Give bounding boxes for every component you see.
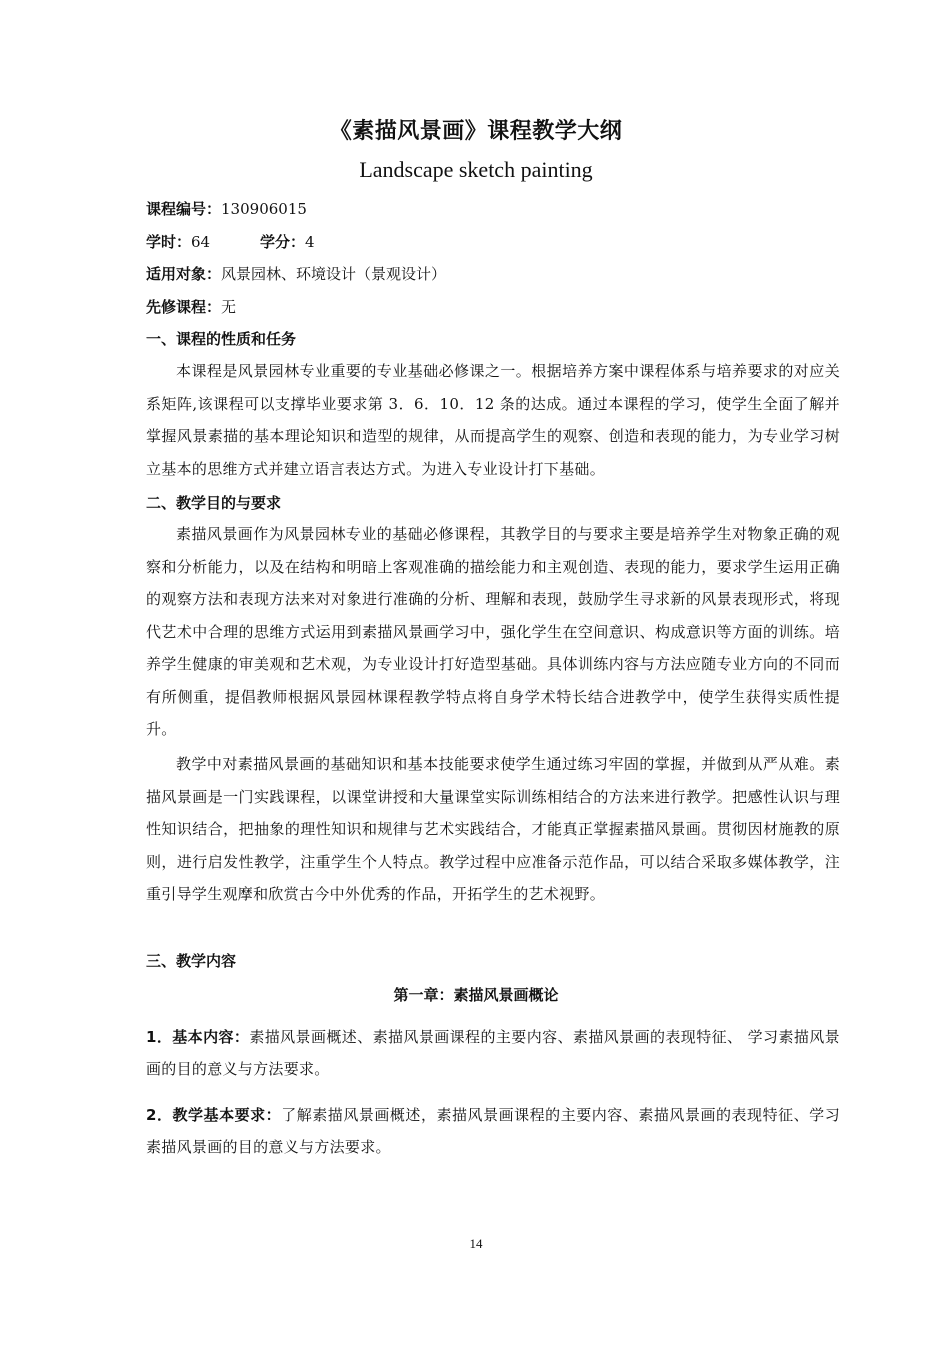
paragraph-objectives-2: 教学中对素描风景画的基础知识和基本技能要求使学生通过练习牢固的掌握，并做到从严从难。素描风景画是一门实践课程，以课堂讲授和大量课堂实际训练相结合的方法来进行教学。把感性认识与理性知识结合，把抽象的理性知识和规律与艺术实践结合，才能真正掌握素描风景画。贯彻因材施教的原则，进行启发性教学，注重学生个人特点。教学过程中应准备示范作品，可以结合采取多媒体教学，注重引导学生观摩和欣赏古今中外优秀的作品，开拓学生的艺术视野。 <box>146 755 840 903</box>
credits-label: 学分： <box>260 233 306 251</box>
page-title: 《素描风景画》课程教学大纲 <box>329 119 623 144</box>
hours-label: 学时： <box>146 233 192 251</box>
credits-value: 4 <box>305 233 315 251</box>
credits <box>260 232 315 252</box>
basic-content-text: 素描风景画概述、素描风景画课程的主要内容、素描风景画的表现特征、 学习素描风景画的目的意义与方法要求。 <box>146 1028 840 1078</box>
hours-value: 64 <box>191 233 211 251</box>
teaching-requirement-label: 2．教学基本要求： <box>146 1106 282 1124</box>
paragraph-objectives-1: 素描风景画作为风景园林专业的基础必修课程，其教学目的与要求主要是培养学生对物象正确的观察和分析能力，以及在结构和明暗上客观准确的描绘能力和主观创造、表现的能力，要求学生运用正确的观察方法和表现方法来对对象进行准确的分析、理解和表现，鼓励学生寻求新的风景表现形式，将现代艺术中合理的思维方式运用到素描风景画学习中，强化学生在空间意识、构成意识等方面的训练。培养学生健康的审美观和艺术观，为专业设计打好造型基础。具体训练内容与方法应随专业方向的不同而有所侧重，提倡教师根据风景园林课程教学特点将自身学术特长结合进教学中，使学生获得实质性提升。 <box>146 525 840 738</box>
basic-content-label: 1．基本内容： <box>146 1028 250 1046</box>
prerequisite-value: 无 <box>221 298 237 316</box>
section-heading-nature: 一、课程的性质和任务 <box>146 330 297 348</box>
section-heading-content: 三、教学内容 <box>146 952 237 970</box>
basic-content-item <box>146 1021 840 1085</box>
teaching-requirement-item <box>146 1099 840 1163</box>
course-code <box>146 199 307 219</box>
prerequisite <box>146 297 236 317</box>
teaching-requirement-text: 了解素描风景画概述，素描风景画课程的主要内容、素描风景画的表现特征、学习素描风景画的目的意义与方法要求。 <box>146 1106 840 1156</box>
audience <box>146 264 446 284</box>
audience-value: 风景园林、环境设计（景观设计） <box>221 265 447 283</box>
course-code-label: 课程编号： <box>146 200 222 218</box>
audience-label: 适用对象： <box>146 265 222 283</box>
section-heading-objectives: 二、教学目的与要求 <box>146 494 282 512</box>
prerequisite-label: 先修课程： <box>146 298 222 316</box>
course-code-value: 130906015 <box>221 200 307 218</box>
page-number: 14 <box>469 1236 483 1251</box>
chapter-title: 第一章：素描风景画概论 <box>393 986 559 1004</box>
hours <box>146 232 210 252</box>
page-subtitle: Landscape sketch painting <box>359 157 593 182</box>
paragraph-nature: 本课程是风景园林专业重要的专业基础必修课之一。根据培养方案中课程体系与培养要求的对应关系矩阵,该课程可以支撑毕业要求第 3．6．10．12 条的达成。通过本课程的学习，使学生全面了解并掌握风景素描的基本理论知识和造型的规律，从而提高学生的观察、创造和表现的能力，为专业学习树立基本的思维方式并建立语言表达方式。为进入专业设计打下基础。 <box>146 362 840 478</box>
